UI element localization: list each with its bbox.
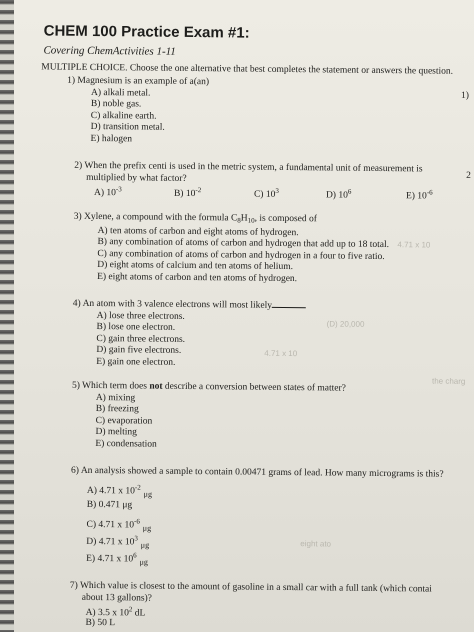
answer-option: D) $10^6$ (325, 187, 352, 201)
answer-option: C) evaporation (95, 415, 153, 427)
answer-option: C) alkaline earth. (90, 110, 157, 122)
exam-subtitle: Covering ChemActivities 1-11 (43, 44, 176, 58)
answer-option: B) any combination of atoms of carbon and hydrogen that add up to 18 total. (97, 237, 390, 251)
question-stem: 6) An analysis showed a sample to contain 0.00471 grams of lead. How many micrograms is this? (71, 465, 444, 480)
question-6-option-d: D) 4.71 x $10^3_{\mu g}$ (86, 534, 150, 550)
answer-option: B) noble gas. (90, 98, 142, 110)
answer-blank (272, 299, 306, 308)
answer-option: E) eight atoms of carbon and ten atoms of hydrogen. (97, 271, 298, 284)
answer-option: B) freezing (95, 404, 139, 415)
answer-option: C) any combination of atoms of carbon and hydrogen in a four to five ratio. (97, 248, 385, 262)
answer-option: C) $10^3$ (253, 186, 279, 200)
question-6-option-a: A) 4.71 x $10^{-2}_{\mu g}$ (86, 483, 153, 499)
bleed-through-text: 4.71 x 10 (397, 240, 431, 250)
question-stem: 3) Xylene, a compound with the formula $C_8H_{10}$, is composed of (73, 211, 318, 225)
question-6-option-e: E) 4.71 x $10^6_{\mu g}$ (86, 551, 148, 567)
question-7-option-b: B) 50 L (85, 617, 116, 629)
question-2 (74, 161, 423, 188)
question-stem: 4) An atom with 3 valence electrons will most likely (73, 297, 306, 313)
question-stem: 7) Which value is closest to the amount of gasoline in a small car with a full tank (which contai (69, 580, 432, 595)
answer-option: D) transition metal. (90, 121, 165, 133)
question-6-option-b: B) 0.471 μg (86, 499, 133, 511)
answer-option: A) $10^{-3}$ (93, 185, 122, 199)
instructions: MULTIPLE CHOICE. Choose the one alternative that best completes the statement or answers the question. (41, 62, 454, 77)
answer-option: A) alkali metal. (90, 87, 151, 99)
question-5 (71, 381, 346, 453)
question-stem: 2) When the prefix centi is used in the metric system, a fundamental unit of measurement is (74, 160, 423, 175)
bleed-through-text: eight ato (300, 539, 332, 549)
bleed-through-text: the charg (431, 376, 466, 386)
question-stem: 5) Which term does not describe a conversion between states of matter? (71, 380, 346, 394)
answer-option: E) gain one electron. (96, 356, 176, 368)
answer-option: A) lose three electrons. (96, 310, 185, 322)
answer-option: A) ten atoms of carbon and eight atoms of hydrogen. (97, 225, 299, 238)
question-6 (71, 466, 444, 481)
bleed-through-text: 4.71 x 10 (264, 348, 298, 359)
answer-option: E) halogen (90, 133, 133, 144)
answer-option: D) melting (95, 427, 137, 438)
answer-option: E) $10^{-6}$ (405, 188, 433, 202)
question-2-options (94, 185, 454, 201)
answer-option: B) lose one electron. (96, 322, 176, 333)
question-stem: about 13 gallons)? (81, 592, 152, 604)
question-1 (66, 76, 209, 146)
answer-option: A) mixing (95, 392, 136, 403)
answer-option: D) gain five electrons. (96, 345, 182, 356)
bleed-through-text: (D) 20,000 (326, 319, 365, 329)
question-7-option-a: A) 3.5 x $10^2$ dL (85, 605, 146, 619)
answer-option: B) $10^{-2}$ (173, 186, 202, 200)
answer-option: E) condensation (95, 438, 157, 450)
answer-option: C) gain three electrons. (96, 333, 186, 345)
question-stem: multiplied by what factor? (86, 172, 187, 184)
margin-mark: 2 (466, 170, 471, 181)
question-stem: 1) Magnesium is an example of a(an) (67, 75, 210, 88)
question-3 (73, 212, 389, 286)
question-4 (72, 297, 306, 370)
question-6-option-c: C) 4.71 x $10^{-6}_{\mu g}$ (86, 517, 152, 533)
answer-option: D) eight atoms of calcium and ten atoms of helium. (97, 260, 294, 273)
exam-title: CHEM 100 Practice Exam #1: (43, 22, 250, 42)
margin-mark: 1) (460, 90, 469, 101)
